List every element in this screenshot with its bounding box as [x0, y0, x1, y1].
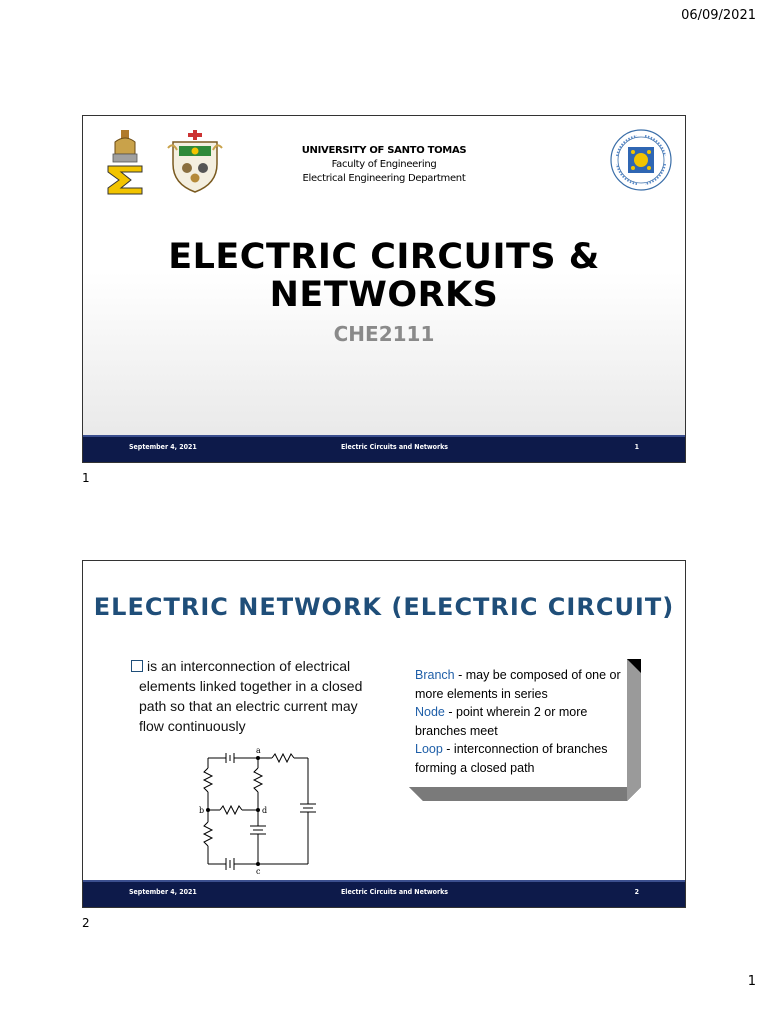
page-number: 1 [747, 974, 756, 989]
node-term: Node [415, 705, 445, 719]
node-label-c: c [256, 867, 261, 876]
node-label-a: a [256, 746, 261, 755]
department-name: Electrical Engineering Department [302, 173, 466, 184]
slide-title-line2: NETWORKS [269, 275, 499, 315]
circuit-diagram [196, 746, 324, 876]
footer-title: Electric Circuits and Networks [341, 443, 449, 451]
definitions-callout [409, 659, 641, 801]
slide-title [83, 238, 685, 314]
course-code: CHE2111 [333, 322, 435, 346]
slide-title-line1: ELECTRIC CIRCUITS & [168, 237, 600, 277]
callout-content [409, 659, 627, 787]
slide-footer [83, 880, 685, 907]
checkbox-bullet-icon [131, 660, 143, 672]
branch-definition [415, 666, 621, 703]
bullet-line: flow continuously [139, 718, 246, 734]
footer-slide-number: 1 [634, 443, 639, 451]
slide-1 [82, 115, 686, 463]
slide-2 [82, 560, 686, 908]
branch-text: - may be composed of one or more elements in series [415, 668, 621, 701]
university-header [83, 144, 685, 186]
node-definition [415, 703, 621, 740]
faculty-name: Faculty of Engineering [331, 159, 437, 170]
definition-bullet [131, 656, 376, 736]
loop-term: Loop [415, 742, 443, 756]
loop-definition [415, 740, 621, 777]
footer-date: September 4, 2021 [129, 443, 197, 451]
footer-title: Electric Circuits and Networks [341, 888, 449, 896]
bullet-line: elements linked together in a closed [139, 678, 363, 694]
node-label-b: b [199, 806, 205, 815]
university-name: UNIVERSITY OF SANTO TOMAS [301, 145, 467, 156]
node-text: - point wherein 2 or more branches meet [415, 705, 588, 738]
print-date: 06/09/2021 [681, 8, 756, 23]
slide-heading: ELECTRIC NETWORK (ELECTRIC CIRCUIT) [93, 593, 675, 621]
slide-footer [83, 435, 685, 462]
loop-text: - interconnection of branches forming a closed path [415, 742, 608, 775]
slide-label: 1 [82, 471, 90, 485]
slide-label: 2 [82, 916, 90, 930]
footer-slide-number: 2 [634, 888, 639, 896]
bullet-line: is an interconnection of electrical [147, 658, 351, 674]
branch-term: Branch [415, 668, 455, 682]
bullet-line: path so that an electric current may [139, 698, 358, 714]
node-label-d: d [262, 806, 268, 815]
footer-date: September 4, 2021 [129, 888, 197, 896]
